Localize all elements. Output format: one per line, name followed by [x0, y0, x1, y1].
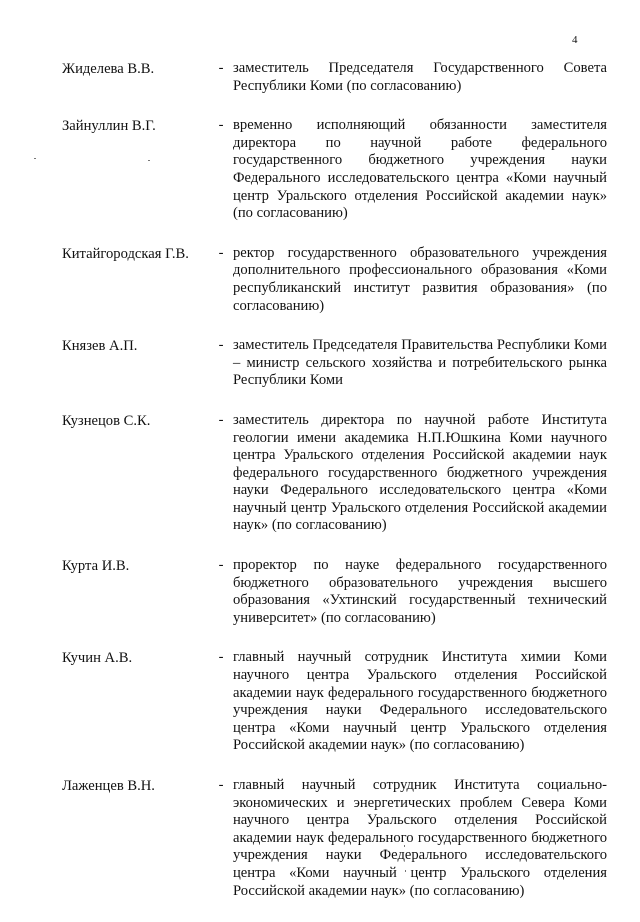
dash-separator: -	[218, 117, 224, 134]
member-position: заместитель директора по научной работе Института геологии имени академика Н.П.Юшкина Коми научного центра Уральского отделения Российской академии наук федерального государственного бюджетного учреждения науки Федерального исследовательского центра «Коми научный центр Уральского отделения Российской академии наук» (по согласованию)	[233, 411, 607, 534]
list-item	[62, 649, 607, 755]
member-name: Лаженцев В.Н.	[62, 778, 155, 794]
dash-separator: -	[218, 557, 224, 574]
member-name: Жиделева В.В.	[62, 61, 155, 77]
member-name: Китайгородская Г.В.	[62, 245, 189, 262]
member-position: главный научный сотрудник Института социально-экономических и энергетических проблем Севера Коми научного центра Уральского отделения Российской академии наук федерального государственного бюджетного учреждения науки Федерального исследовательского центра «Коми научный центр Уральского отделения Российской академии наук» (по согласованию)	[233, 777, 607, 899]
member-position: главный научный сотрудник Института химии Коми научного центра Уральского отделения Российской академии наук федерального государственного бюджетного учреждения науки Федерального исследовательского центра «Коми научный центр Уральского отделения Российской академии наук» (по согласованию)	[233, 649, 607, 754]
member-position: заместитель Председателя Правительства Республики Коми – министр сельского хозяйства и потребительского рынка Республики Коми	[233, 337, 607, 389]
member-position: временно исполняющий обязанности заместителя директора по научной работе федерального государственного бюджетного учреждения науки Федерального исследовательского центра «Коми научный центр Уральского отделения Российской академии наук» (по согласованию)	[233, 117, 607, 222]
list-item	[62, 117, 607, 223]
dash-separator: -	[218, 411, 224, 428]
member-position: ректор государственного образовательного учреждения дополнительного профессионального образования «Коми республиканский институт развития образования» (по согласованию)	[233, 244, 607, 314]
member-name: Кузнецов С.К.	[62, 412, 151, 429]
dash-separator: -	[218, 777, 224, 793]
dash-separator: -	[218, 60, 224, 76]
list-item	[62, 60, 607, 95]
dash-separator: -	[218, 337, 224, 354]
dash-separator: -	[218, 649, 224, 666]
list-item	[62, 337, 607, 390]
scan-speck	[34, 158, 36, 159]
member-name: Кучин А.В.	[62, 650, 133, 667]
member-name: Курта И.В.	[62, 558, 130, 575]
member-name: Зайнуллин В.Г.	[62, 118, 156, 135]
member-list	[62, 60, 607, 922]
list-item	[62, 412, 607, 535]
dash-separator: -	[218, 244, 224, 261]
list-item	[62, 245, 607, 315]
member-position: проректор по науке федерального государственного бюджетного образовательного учреждения высшего образования «Ухтинский государственный технический университет» (по согласованию)	[233, 557, 607, 626]
member-position: заместитель Председателя Государственного Совета Республики Коми (по согласованию)	[233, 60, 607, 94]
list-item	[62, 777, 607, 900]
member-name: Князев А.П.	[62, 338, 138, 355]
page-number: 4	[572, 34, 578, 46]
list-item	[62, 557, 607, 627]
